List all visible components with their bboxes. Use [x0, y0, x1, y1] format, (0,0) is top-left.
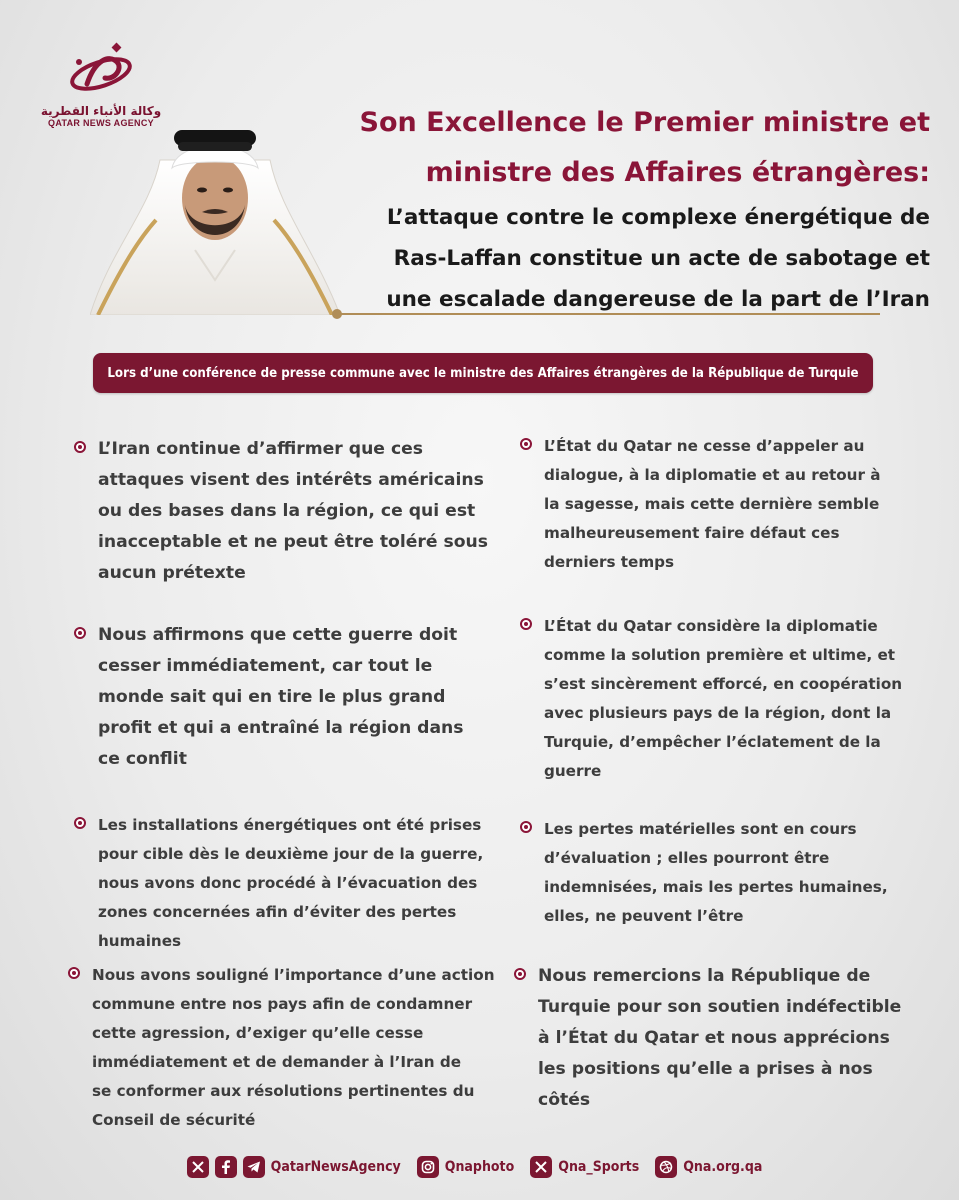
bullet-dot-icon [520, 821, 532, 833]
bullet-left-2-text: Nous affirmons que cette guerre doit cesser immédiatement, car tout le monde sait qui en tire le plus grand profit et qui a entraîné la région dans ce conflit [98, 625, 464, 769]
handle-main[interactable]: QatarNewsAgency [270, 1159, 401, 1175]
bullet-dot-icon [74, 441, 86, 453]
bullet-right-2-text: L’État du Qatar considère la diplomatie comme la solution première et ultime, et s’est sincèrement efforcé, en coopération avec plusieurs pays de la région, dont la Turquie, d’empêcher l’éclatement de la guerre [544, 617, 903, 780]
headline-subtitle [340, 197, 930, 320]
handle-photo[interactable]: Qnaphoto [444, 1159, 515, 1175]
gold-divider-dot [332, 309, 342, 319]
bullet-dot-icon [514, 968, 526, 980]
subtitle-line-1: L’attaque contre le complexe énergétique de [386, 205, 930, 230]
x-icon[interactable] [187, 1156, 209, 1178]
handle-sports[interactable]: Qna_Sports [558, 1159, 640, 1175]
headline-title [340, 98, 930, 198]
social-footer [0, 1150, 959, 1184]
bullet-left-1-text: L’Iran continue d’affirmer que ces attaques visent des intérêts américains ou des bases dans la région, ce qui est inacceptable et ne peut être toléré sous aucun prétexte [98, 439, 489, 583]
subtitle-line-3: une escalade dangereuse de la part de l’Iran [386, 287, 930, 312]
context-banner: Lors d’une conférence de presse commune avec le ministre des Affaires étrangères de la République de Turquie [93, 353, 873, 393]
dribbble-icon[interactable] [655, 1156, 677, 1178]
logo-english-name: QATAR NEWS AGENCY [48, 118, 154, 128]
instagram-icon[interactable] [417, 1156, 439, 1178]
bullet-left-3-text: Les installations énergétiques ont été prises pour cible dès le deuxième jour de la guerre, nous avons donc procédé à l’évacuation des zones concernées afin d’éviter des pertes humaines [98, 816, 484, 950]
bullet-dot-icon [74, 627, 86, 639]
prime-minister-portrait [90, 120, 340, 315]
bullet-dot-icon [520, 618, 532, 630]
website-link[interactable]: Qna.org.qa [683, 1159, 763, 1175]
qna-logo [36, 40, 166, 128]
headline-line-1: Son Excellence le Premier ministre et [359, 107, 930, 138]
bullet-right-3-text: Les pertes matérielles sont en cours d’évaluation ; elles pourront être indemnisées, mais les pertes humaines, elles, ne peuvent l’être [544, 820, 888, 925]
headline-line-2: ministre des Affaires étrangères: [425, 157, 930, 188]
gold-divider [338, 313, 880, 315]
x-icon[interactable] [530, 1156, 552, 1178]
subtitle-line-2: Ras-Laffan constitue un acte de sabotage et [393, 246, 930, 271]
telegram-icon[interactable] [243, 1156, 265, 1178]
bullet-right-1-text: L’État du Qatar ne cesse d’appeler au dialogue, à la diplomatie et au retour à la sagesse, mais cette dernière semble malheureusement faire défaut ces derniers temps [544, 437, 881, 571]
bullet-right-4-text: Nous remercions la République de Turquie pour son soutien indéfectible à l’État du Qatar et nous apprécions les positions qu’elle a prises à nos côtés [538, 966, 902, 1110]
facebook-icon[interactable] [215, 1156, 237, 1178]
logo-arabic-name: وكالة الأنباء القطرية [40, 104, 162, 118]
bullet-dot-icon [520, 438, 532, 450]
bullet-dot-icon [74, 817, 86, 829]
bullet-dot-icon [68, 967, 80, 979]
qna-emblem-icon [65, 40, 137, 100]
bullet-left-4-text: Nous avons souligné l’importance d’une action commune entre nos pays afin de condamner cette agression, d’exiger qu’elle cesse immédiatement et de demander à l’Iran de se conformer aux résolutions pertinentes du Conseil de sécurité [92, 966, 495, 1129]
